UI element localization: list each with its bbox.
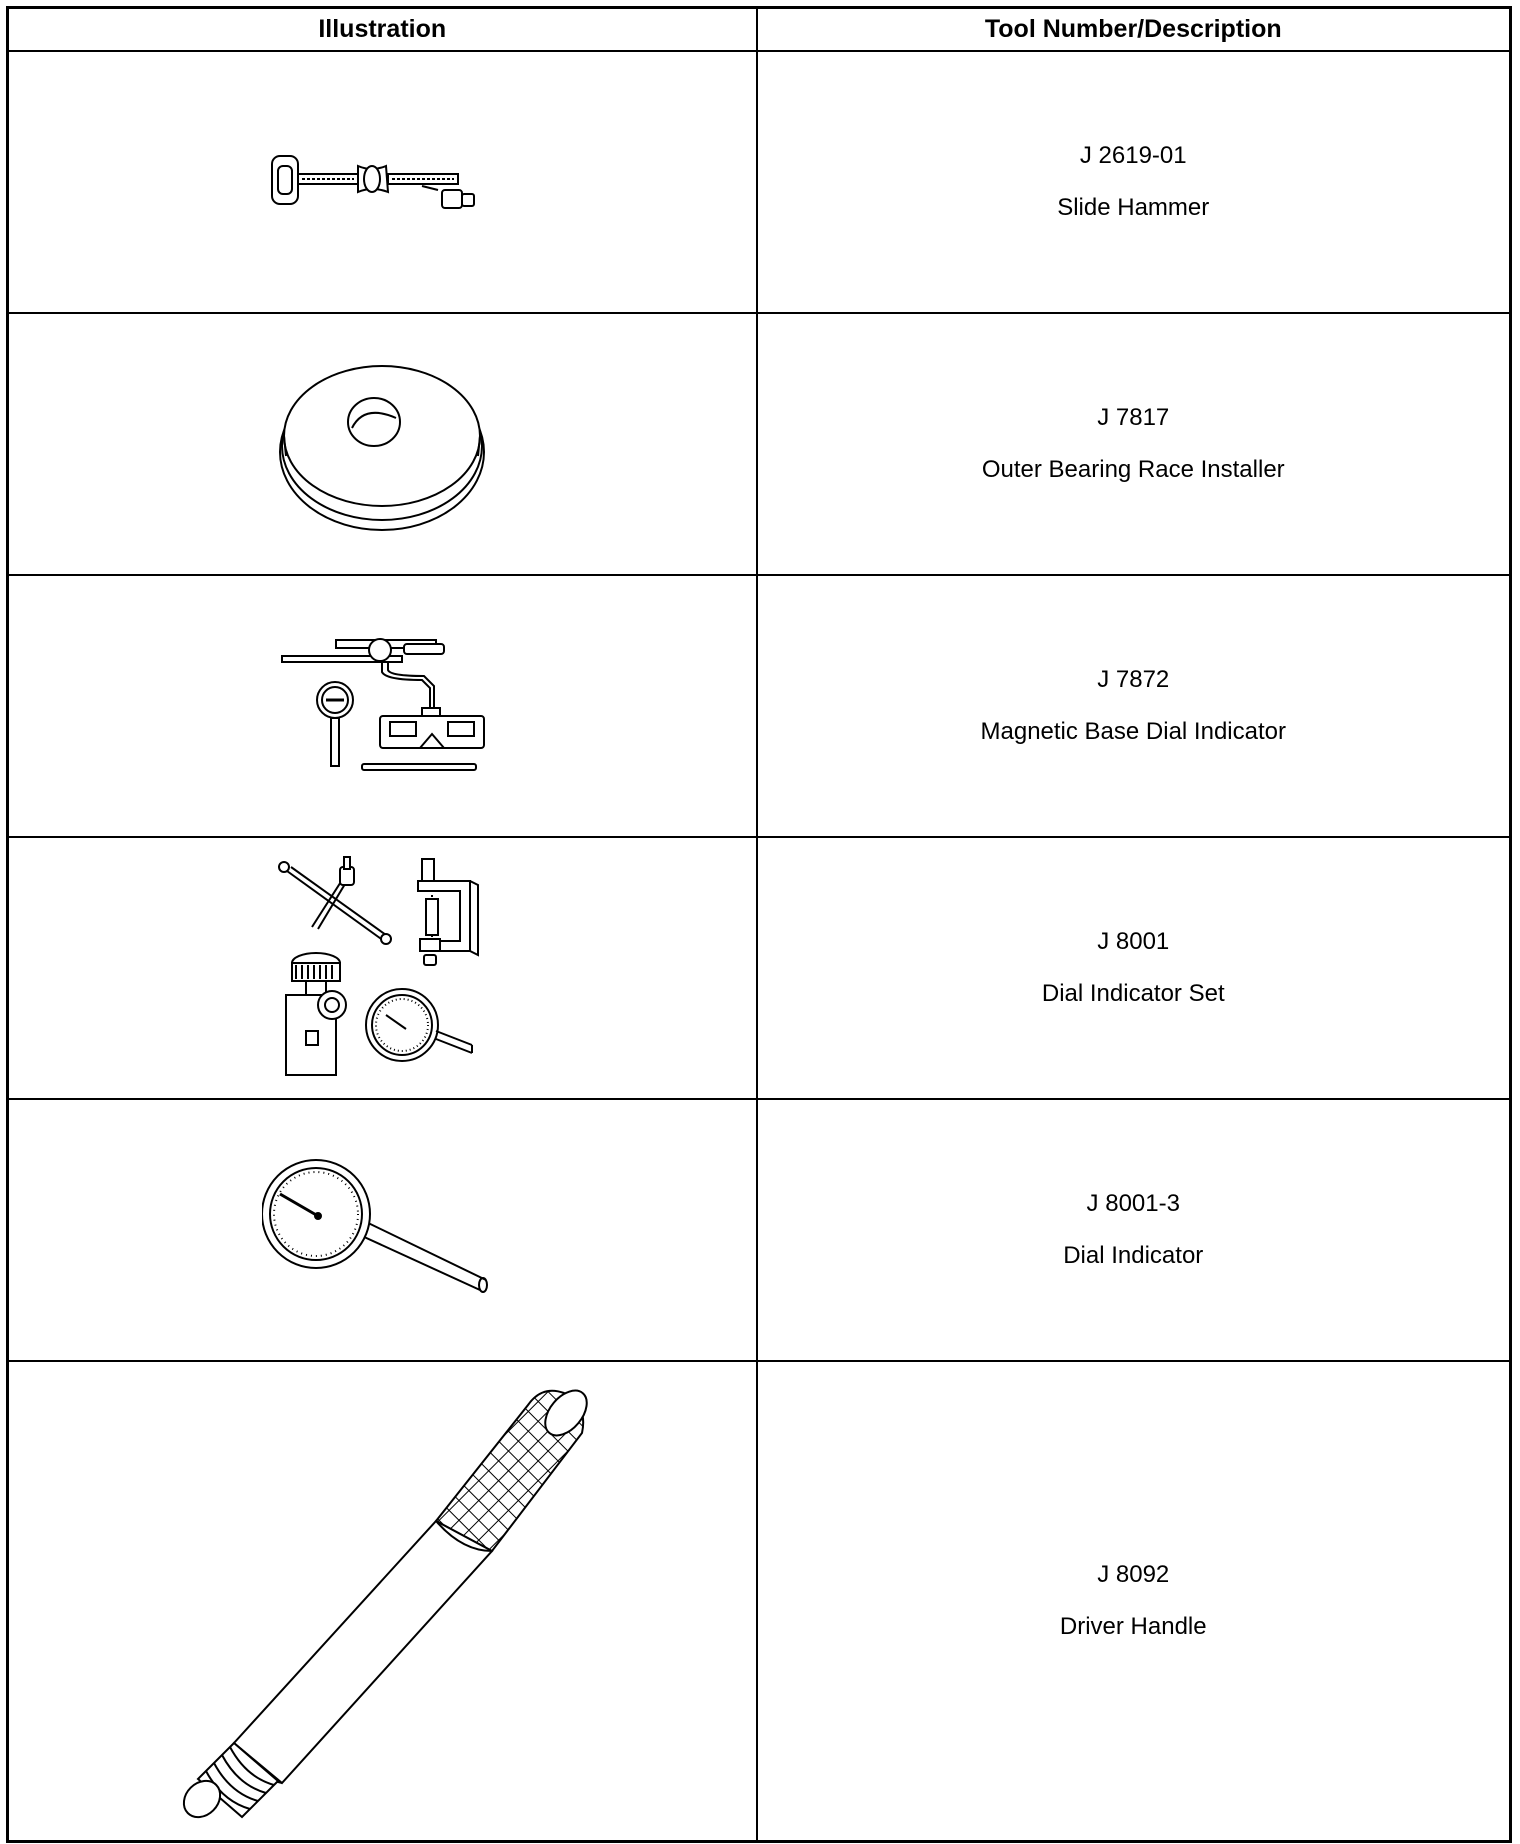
header-row: [8, 8, 1511, 52]
illustration-header: Illustration: [8, 8, 757, 52]
tool-description-cell: [757, 575, 1511, 837]
table-row: [8, 575, 1511, 837]
table-row: [8, 1099, 1511, 1361]
slide-hammer-icon: [262, 142, 502, 222]
tool-number: J 7872: [1097, 666, 1170, 693]
tool-description-cell: [757, 1099, 1511, 1361]
tool-number: J 8092: [1097, 1560, 1170, 1588]
special-tools-table: [6, 6, 1512, 1843]
tool-name: Driver Handle: [1059, 1612, 1207, 1640]
illustration-cell: [8, 575, 757, 837]
driver-handle-icon: [162, 1381, 602, 1821]
tool-number: J 8001: [1097, 928, 1170, 955]
illustration-cell: [8, 51, 757, 313]
tool-number: J 8001-3: [1086, 1190, 1180, 1217]
dial-indicator-set-icon: [272, 855, 492, 1081]
tool-description-cell: [757, 1361, 1511, 1841]
tool-description-cell: [757, 837, 1511, 1099]
illustration-cell: [8, 837, 757, 1099]
tool-number: J 7817: [1097, 404, 1170, 431]
bearing-race-installer-icon: [272, 344, 492, 544]
illustration-cell: [8, 1361, 757, 1841]
tool-name: Slide Hammer: [1057, 194, 1210, 221]
tool-description-cell: [757, 51, 1511, 313]
tool-name: Magnetic Base Dial Indicator: [980, 718, 1286, 745]
tool-description-cell: [757, 313, 1511, 575]
illustration-cell: [8, 1099, 757, 1361]
table-row: [8, 837, 1511, 1099]
table-row: [8, 1361, 1511, 1841]
dial-indicator-icon: [262, 1150, 502, 1310]
illustration-cell: [8, 313, 757, 575]
tool-name: Dial Indicator Set: [1041, 980, 1225, 1007]
tool-name: Outer Bearing Race Installer: [981, 456, 1285, 483]
table-row: [8, 313, 1511, 575]
magnetic-base-dial-indicator-icon: [272, 626, 492, 786]
tool-number: J 2619-01: [1079, 142, 1187, 169]
tool-name: Dial Indicator: [1063, 1242, 1204, 1269]
table-row: [8, 51, 1511, 313]
tool-header: Tool Number/Description: [757, 8, 1511, 52]
